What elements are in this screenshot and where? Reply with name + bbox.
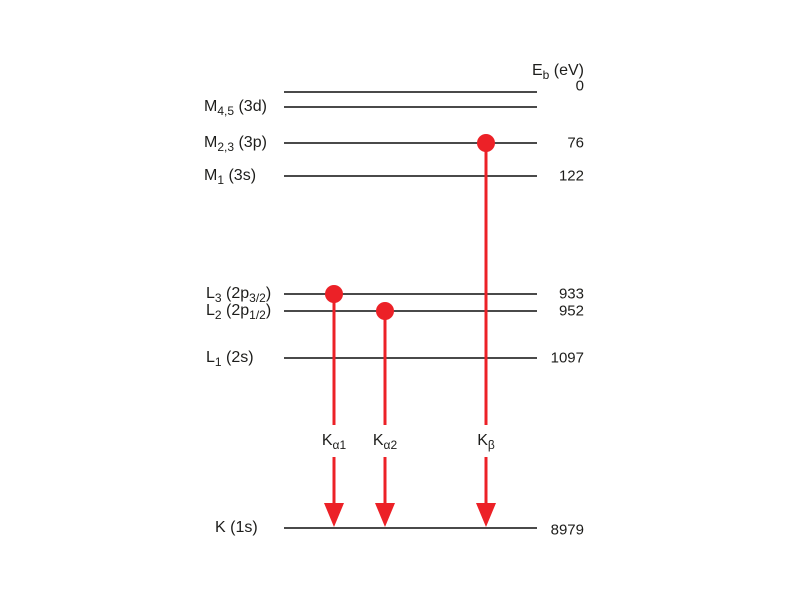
axis-title-subscript: b [542,68,550,83]
level-label-sub1: 1 [217,173,225,188]
level-label-sub1: 2 [214,308,222,323]
level-label [206,302,272,323]
level-label [204,134,267,155]
level-energy-value: 8979 [550,521,584,539]
level-label-sub1: 2,3 [217,140,235,155]
transition-label [370,425,400,457]
level-energy-value: 952 [558,302,584,320]
initial-state-dot [325,285,343,303]
initial-state-dot [376,302,394,320]
level-line [284,293,537,295]
level-label-post: ) [265,285,272,302]
level-energy-value: 933 [558,285,584,303]
level-energy-value: 122 [558,167,584,185]
transition-label-subscript: α1 [332,438,347,453]
transition-arrow-line [384,311,387,505]
level-label-pre: M [204,167,218,184]
level-label-post: ) [265,302,272,319]
level-label-mid: (1s) [225,519,258,536]
transition-label-subscript: α2 [383,438,398,453]
level-label-pre: L [206,349,215,366]
level-label-pre: K [215,519,226,536]
level-line [284,310,537,312]
level-energy-value: 0 [575,77,584,95]
level-label-pre: L [206,285,215,302]
level-label-sub2: 3/2 [249,291,266,306]
axis-title-units: (eV) [549,62,584,79]
arrowhead-icon [375,503,395,527]
level-label-pre: M [204,98,218,115]
level-label-sub1: 3 [214,291,222,306]
transition-label [319,425,349,457]
transition-label-symbol: K [477,432,488,449]
level-label-mid: (2s) [221,349,254,366]
transition-arrow-line [333,294,336,505]
level-line [284,175,537,177]
level-label [206,285,272,306]
transition-label-symbol: K [321,432,333,449]
level-label [204,167,257,188]
level-energy-value: 76 [567,134,584,152]
initial-state-dot [477,134,495,152]
level-line [284,142,537,144]
level-line [284,357,537,359]
level-line [284,91,537,93]
level-line [284,527,537,529]
level-label [206,349,254,370]
level-label-sub2: 1/2 [249,308,266,323]
level-label-mid: (3s) [224,167,257,184]
level-label-mid: (3p) [234,134,267,151]
level-energy-value: 1097 [550,349,584,367]
level-label-pre: L [206,302,215,319]
arrowhead-icon [476,503,496,527]
axis-title-symbol: E [531,62,543,79]
level-line [284,106,537,108]
level-label-mid: (3d) [234,98,267,115]
transition-label-symbol: K [372,432,384,449]
level-label-mid: (2p [221,285,250,302]
transition-label [474,425,498,457]
arrowhead-icon [324,503,344,527]
level-label-pre: M [204,134,218,151]
level-label-sub1: 4,5 [217,104,235,119]
level-label-mid: (2p [221,302,250,319]
level-label-sub1: 1 [214,355,222,370]
level-label [215,519,258,537]
level-label [204,98,267,119]
transition-label-subscript: β [487,438,495,453]
